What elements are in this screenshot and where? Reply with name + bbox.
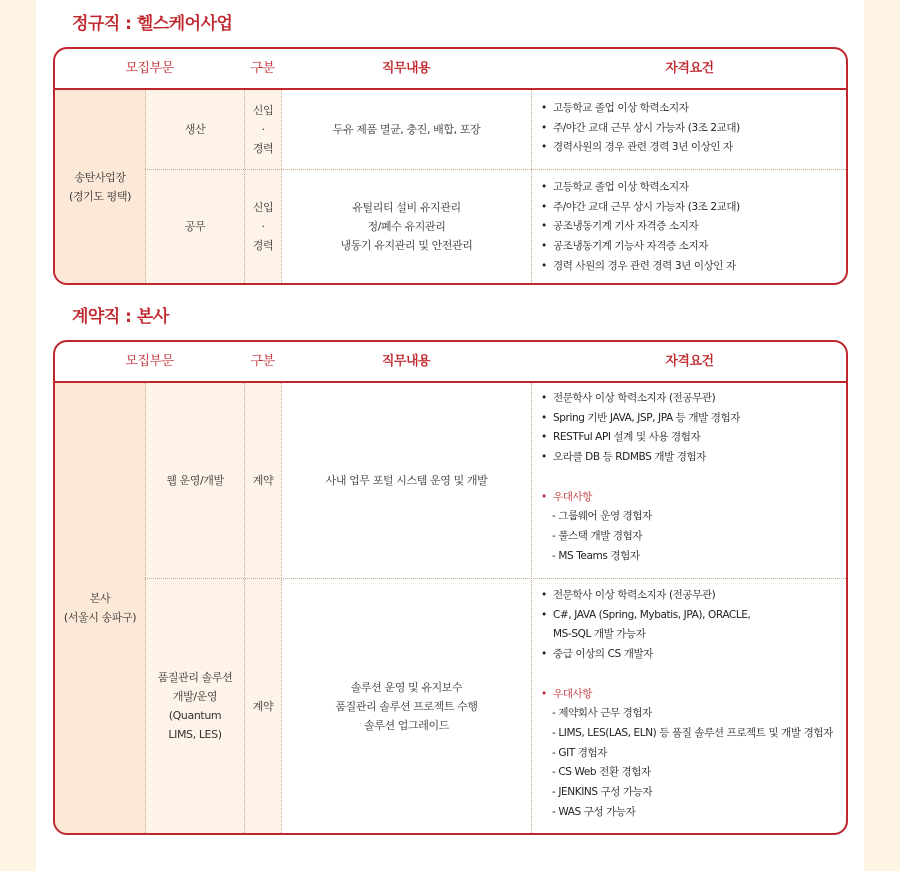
type-cell: [244, 90, 281, 169]
requirement-item: • 고등학교 졸업 이상 학력소지자: [536, 178, 740, 198]
table-body: [55, 90, 846, 283]
contract-job-table: [53, 340, 848, 835]
requirement-item: • 고등학교 졸업 이상 학력소지자: [536, 99, 740, 119]
page-content: [36, 0, 864, 871]
requirements-list: [536, 99, 740, 158]
requirement-item: • 오라클 DB 등 RDMBS 개발 경험자: [536, 448, 740, 468]
requirement-item: • 경력사원의 경우 관련 경력 3년 이상인 자: [536, 138, 740, 158]
duty-line: 솔루션 운영 및 유지보수: [350, 680, 463, 694]
section-title-contract: 계약직 : 본사: [72, 307, 169, 327]
requirement-item: • 경력 사원의 경우 관련 경력 3년 이상인 자: [536, 257, 740, 277]
header-type: 구분: [250, 61, 275, 76]
section-title-regular: 정규직 : 헬스케어사업: [72, 14, 233, 34]
type-dot: ·: [261, 123, 265, 136]
type-dot: ·: [261, 220, 265, 233]
duty-cell: [281, 579, 531, 833]
header-duty: 직무내용: [381, 354, 431, 369]
header-duty: 직무내용: [381, 61, 431, 76]
table-header: [55, 49, 846, 90]
dept-label: 공무: [184, 220, 206, 233]
dept-label: 품질관리 솔루션: [157, 671, 233, 684]
requirement-item: • 공조냉동기계 기능사 자격증 소지자: [536, 237, 740, 257]
dept-cell: [145, 383, 244, 578]
duty-line: 솔루션 업그레이드: [364, 718, 449, 732]
table-body: [55, 383, 846, 833]
requirement-item: • C#, JAVA (Spring, Mybatis, JPA), ORACLE,: [536, 606, 833, 626]
duty-line: 냉동기 유지관리 및 안전관리: [340, 239, 473, 252]
type-new: 신입: [252, 104, 274, 117]
type-career: 경력: [252, 239, 274, 252]
requirement-item-continued: MS-SQL 개발 가능자: [553, 628, 646, 641]
requirement-item: • 중급 이상의 CS 개발자: [536, 645, 833, 665]
preferred-item: - 그룹웨어 운영 경험자: [552, 510, 652, 523]
preferred-label: • 우대사항: [536, 488, 740, 508]
type-cell: [244, 579, 281, 833]
dept-cell: [145, 170, 244, 283]
location-cell: [55, 383, 145, 833]
header-dept: 모집부문: [125, 354, 174, 369]
preferred-item: - LIMS, LES(LAS, ELN) 등 품질 솔루션 프로젝트 및 개발 경험자: [552, 726, 833, 739]
requirements-list: [536, 389, 740, 566]
header-type: 구분: [250, 354, 275, 369]
preferred-item: - CS Web 전환 경험자: [552, 766, 651, 779]
location-name: 송탄사업장: [74, 170, 126, 184]
header-req: 자격요건: [665, 354, 714, 369]
duty-cell: [281, 90, 531, 169]
location-name: 본사: [89, 592, 111, 605]
requirement-item: • 공조냉동기계 기사 자격증 소지자: [536, 217, 740, 237]
type-cell: [244, 383, 281, 578]
duty-line: 사내 업무 포털 시스템 운영 및 개발: [325, 474, 488, 487]
dept-label: (Quantum: [168, 709, 222, 722]
type-contract: 계약: [252, 474, 274, 487]
requirement-item: • 전문학사 이상 학력소지자 (전공무관): [536, 586, 833, 606]
header-req: 자격요건: [665, 61, 714, 76]
dept-label: 생산: [184, 123, 206, 136]
duty-cell: [281, 170, 531, 283]
duty-line: 유틸리티 설비 유지관리: [352, 201, 461, 214]
requirement-item: • RESTFul API 설계 및 사용 경험자: [536, 428, 740, 448]
preferred-item: - 제약회사 근무 경험자: [552, 707, 652, 720]
requirement-item: • 전문학사 이상 학력소지자 (전공무관): [536, 389, 740, 409]
requirement-item: • 주/야간 교대 근무 상시 가능자 (3조 2교대): [536, 119, 740, 139]
requirement-item: • Spring 기반 JAVA, JSP, JPA 등 개발 경험자: [536, 409, 740, 429]
type-contract: 계약: [252, 699, 274, 713]
duty-cell: [281, 383, 531, 578]
dept-label: 개발/운영: [172, 690, 218, 703]
dept-label: 웹 운영/개발: [166, 474, 224, 487]
preferred-item: - MS Teams 경험자: [552, 549, 640, 562]
location-cell: [55, 90, 145, 283]
preferred-item: - WAS 구성 가능자: [552, 805, 636, 818]
dept-cell: [145, 90, 244, 169]
requirement-item: • 주/야간 교대 근무 상시 가능자 (3조 2교대): [536, 198, 740, 218]
dept-cell: [145, 579, 244, 833]
duty-line: 품질관리 솔루션 프로젝트 수행: [335, 699, 478, 713]
dept-label: LIMS, LES): [168, 728, 222, 741]
location-region: (경기도 평택): [68, 189, 131, 203]
regular-job-table: [53, 47, 848, 285]
requirements-list: [536, 586, 833, 822]
location-region: (서울시 송파구): [63, 611, 137, 624]
header-dept: 모집부문: [125, 61, 174, 76]
preferred-item: - JENKINS 구성 가능자: [552, 786, 653, 799]
duty-line: 정/폐수 유지관리: [367, 220, 446, 233]
preferred-label: • 우대사항: [536, 685, 833, 705]
preferred-item: - GIT 경험자: [552, 746, 607, 759]
duty-line: 두유 제품 멸균, 충진, 배합, 포장: [332, 123, 481, 136]
table-header: [55, 342, 846, 383]
requirements-list: [536, 178, 740, 277]
type-cell: [244, 170, 281, 283]
preferred-item: - 풀스택 개발 경험자: [552, 529, 643, 542]
type-new: 신입: [252, 201, 274, 214]
type-career: 경력: [252, 142, 274, 155]
